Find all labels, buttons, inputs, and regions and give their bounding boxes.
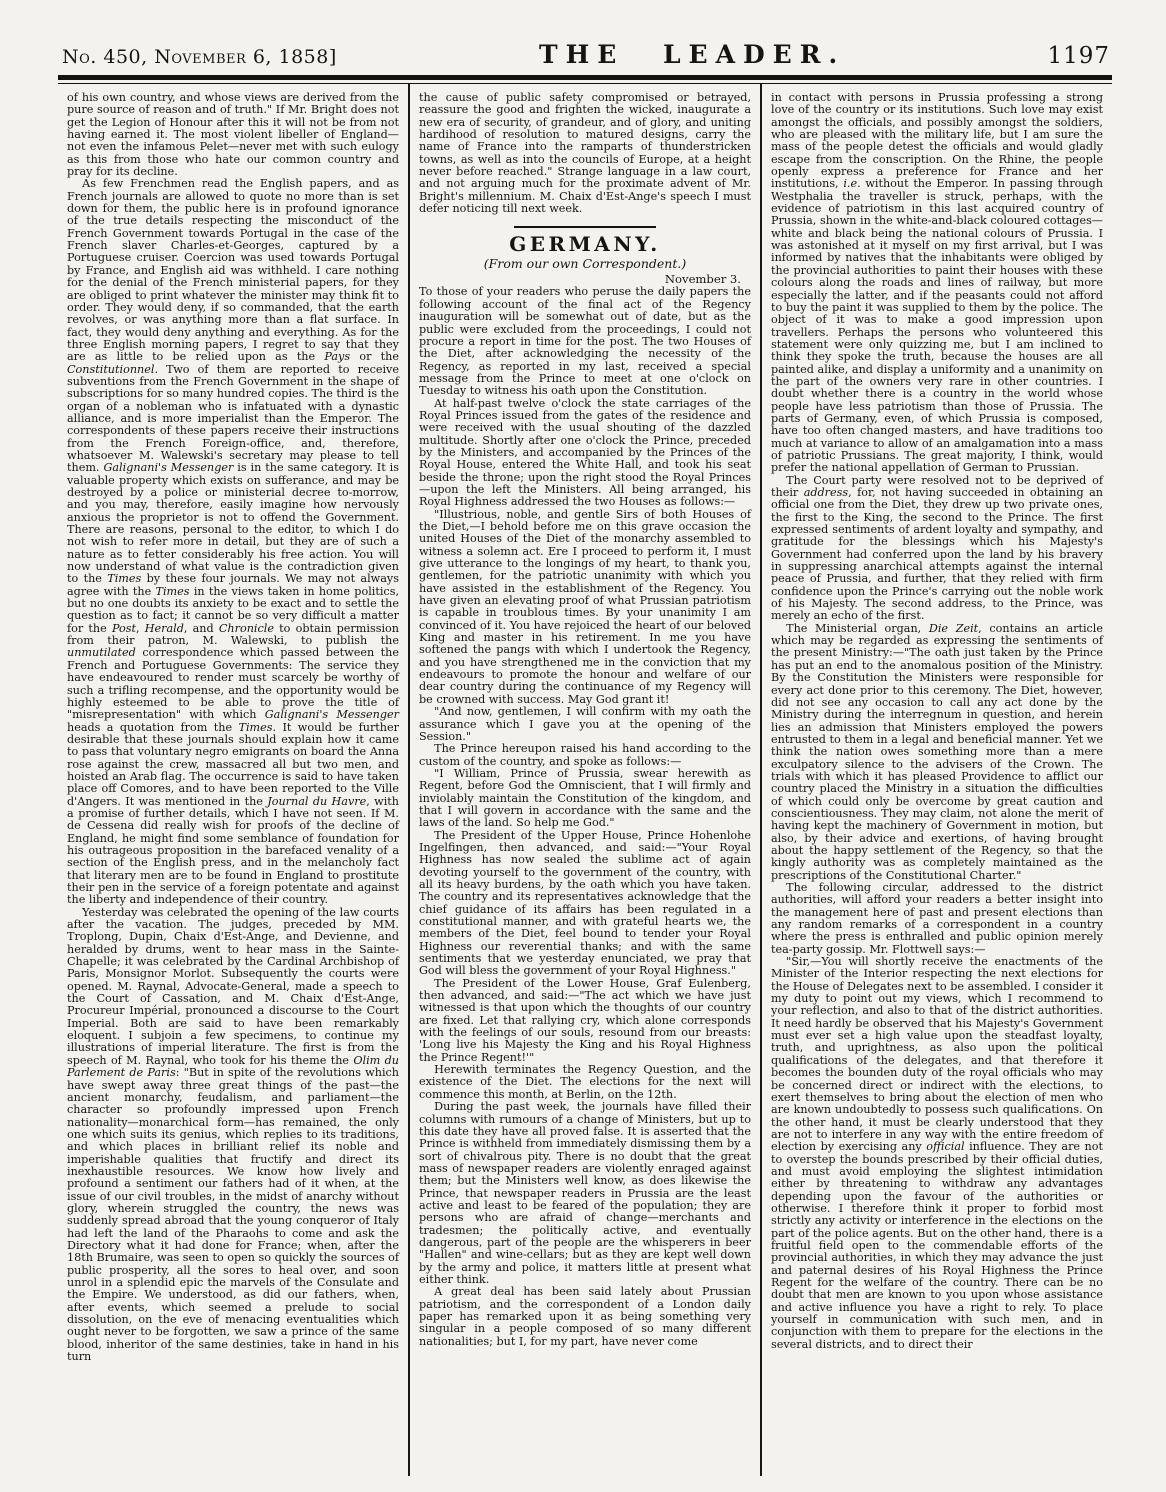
column-2: [408, 84, 760, 1476]
paragraph: As few Frenchmen read the English papers, and as French journals are allowed to quote no more than is set down for them, the public here is in profound ignorance of the true details respecting the misconduct of the French Government towards Portugal in the case of the French slaver Charles-et-Georges, captured by a Portuguese cruiser. Coercion was used towards Portugal by France, and English aid was withheld. I care nothing for the denial of the French ministerial papers, for they are obliged to print whatever the minister may think fit to order. They would deny, if so commanded, that the earth revolves, or was anything more than a flat surface. In fact, they would deny anything and everything. As for the three English morning papers, I regret to say that they are as little to be relied upon as the Pays or the Constitutionnel. Two of them are reported to receive subventions from the French Government in the shape of subscriptions for so many hundred copies. The third is the organ of a nobleman who is infatuated with a dynastic alliance, and is more imperialist than the Emperor. The correspondents of these papers receive their instructions from the French Foreign-office, and, therefore, whatsoever M. Walewski's secretary may please to tell them. Galignani's Messenger is in the same category. It is valuable property which exists on sufferance, and may be destroyed by a police or ministerial decree to-morrow, and you may, therefore, easily imagine how nervously anxious the proprietor is not to offend the Government. There are reasons, personal to the editor, to which I do not wish to refer more in detail, but they are of such a nature as to fetter considerably his free action. You will now understand of what value is the contradiction given to the Times by these four journals. We may not always agree with the Times in the views taken in home politics, but no one doubts its anxiety to be exact and to settle the question as to fact; it cannot be so very difficult a matter for the Post, Herald, and Chronicle to obtain permission from their patron, M. Walewski, to publish the unmutilated correspondence which passed between the French and Portuguese Governments: The service they have endeavoured to render must scarcely be worthy of such a trifling recompense, and the opportunity would be highly esteemed to be able to prove the title of "misrepresentation" with which Galignani's Messenger heads a quotation from the Times. It would be further desirable that these journals should explain how it came to pass that voluntary negro emigrants on board the Anna rose against the crew, massacred all but two men, and hoisted an Arab flag. The occurrence is said to have taken place off Comores, and to have been reported to the Ville d'Angers. It was mentioned in the Journal du Havre, with a promise of further details, which I have not seen. If M. de Cessena did really wish for proofs of the decline of England, he might find some semblance of foundation for his outrageous proposition in the barefaced venality of a section of the English press, and in the melancholy fact that literary men are to be found in England to prostitute their pen in the service of a foreign potentate and against the liberty and independence of their country.: [67, 177, 400, 907]
paragraph: The Court party were resolved not to be deprived of their address, for, not having succeeded in obtaining an official one from the Diet, they drew up two private ones, the first to the King, the second to the Prince. The first expressed sentiments of ardent loyalty and sympathy, and gratitude for the blessings which his Majesty's Government had conferred upon the land by his bravery in suppressing anarchical attempts against the internal peace of Prussia, and further, that they relied with firm confidence upon the Prince's carrying out the noble work of his Majesty. The second address, to the Prince, was merely an echo of the first.: [771, 473, 1103, 623]
paragraph: The following circular, addressed to the district authorities, will afford your readers a better insight into the management here of past and present elections than any random remarks of a correspondent in a country where the press is enthralled and public opinion merely tea-party gossip. Mr. Flottwell says:—: [771, 881, 1103, 956]
header-rule: [58, 75, 1112, 84]
paragraph: "Illustrious, noble, and gentle Sirs of both Houses of the Diet,—I behold before me on this grave occasion the united Houses of the Diet of the monarchy assembled to witness a solemn act. Ere I proceed to perform it, I must give utterance to the longings of my heart, to thank you, gentlemen, for the patriotic unanimity with which you have assisted in the establishment of the Regency. You have given an elevating proof of what Prussian patriotism is capable in troublous times. By your unanimity I am convinced of it. You have rejoiced the heart of our beloved King and master in his retirement. In me you have softened the pangs with which I undertook the Regency, and you have strengthened me in the conviction that my endeavours to promote the honour and welfare of our dear country during the continuance of my Regency will be crowned with success. May God grant it!: [419, 507, 751, 706]
paragraph: During the past week, the journals have filled their columns with rumours of a change of Ministers, but up to this date they have all proved false. It is asserted that the Prince is withheld from immediately dismissing them by a sort of chivalrous pity. There is no doubt that the great mass of newspaper readers are violently enraged against them; but the Ministers well know, as does likewise the Prince, that newspaper readers in Prussia are the least active and least to be feared of the population; they are persons who are afraid of change—merchants and tradesmen; the politically active, and eventually dangerous, part of the people are the whisperers in beer "Hallen" and wine-cellars; but as they are kept well down by the army and police, it matters little at present what either think.: [419, 1100, 751, 1286]
section-heading: GERMANY.: [509, 232, 661, 257]
masthead-title: THE LEADER.: [538, 40, 846, 69]
column-3: [760, 84, 1112, 1476]
paragraph: At half-past twelve o'clock the state carriages of the Royal Princes issued from the gates of the residence and were received with the usual shouting of the dazzled multitude. Shortly after one o'clock the Prince, preceded by the Ministers, and accompanied by the Princes of the Royal House, entered the White Hall, and took his seat beside the throne; upon the right stood the Royal Princes—upon the left the Ministers. All being arranged, his Royal Highness addressed the two Houses as follows:—: [419, 396, 751, 509]
paragraph: A great deal has been said lately about Prussian patriotism, and the correspondent of a London daily paper has remarked upon it as being something very singular in a people composed of so many different nationalities; but I, for my part, have never come: [419, 1285, 751, 1348]
paragraph: The Ministerial organ, Die Zeit, contains an article which may be regarded as expressing the sentiments of the present Ministry:—"The oath just taken by the Prince has put an end to the anomalous position of the Ministry. By the Constitution the Ministers were responsible for every act done prior to this ceremony. The Diet, however, did not see any occasion to call any act done by the Ministry during the interregnum in question, and herein lies an admission that Ministers employed the powers entrusted to them in a legal and beneficial manner. Yet we think the nation owes something more than a mere exculpatory silence to the advisers of the Crown. The trials with which it has pleased Providence to afflict our country placed the Ministry in a situation the difficulties of which could only be overcome by great caution and conscientiousness. They may claim, not alone the merit of having kept the machinery of Government in motion, but also, by their advice and exertions, of having brought about the happy settlement of the Regency, so that the kingly authority was as completely maintained as the prescriptions of the Constitutional Charter.": [771, 621, 1103, 882]
paragraph: in contact with persons in Prussia professing a strong love of the country or its institutions. Such love may exist amongst the officials, and possibly amongst the soldiers, who are pleased with the military life, but I am sure the mass of the people detest the officials and would gladly escape from the conscription. On the Rhine, the people openly express a preference for France and her institutions, i.e. without the Emperor. In passing through Westphalia the traveller is struck, perhaps, with the evidence of patriotism in this last acquired country of Prussia, shown in the white-and-black coloured cottages—white and black being the national colours of Prussia. I was astonished at it myself on my first arrival, but I was informed by natives that the inhabitants were obliged by the provincial authorities to paint their houses with these colours along the roads and lines of railway, but more especially the latter, and if the peasants could not afford to buy the paint it was supplied to them by the police. The object of it was to make a good impression upon travellers. Perhaps the persons who volunteered this statement were only quizzing me, but I am inclined to think they spoke the truth, because the houses are all painted alike, and display a uniformity and a unanimity on the part of the owners very rare in other countries. I doubt whether there is a country in the world whose people have less patriotism than those of Prussia. The parts of Germany, even, of which Prussia is composed, have too often changed masters, and have traditions too much at variance to allow of an amalgamation into a mass of patriotic Prussians. The great majority, I think, would prefer the national appellation of German to Prussian.: [771, 91, 1103, 475]
dateline: November 3.: [664, 272, 741, 287]
page-header: [0, 0, 1166, 75]
byline: (From our own Correspondent.): [483, 255, 687, 271]
issue-number: No. 450, November 6, 1858]: [62, 46, 337, 68]
section-divider: [514, 226, 656, 228]
page-number: 1197: [1047, 43, 1110, 69]
paragraph: "And now, gentlemen, I will confirm with my oath the assurance which I gave you at the opening of the Session.": [419, 705, 751, 743]
paragraph: The Prince hereupon raised his hand according to the custom of the country, and spoke as follows:—: [419, 742, 751, 768]
paragraph: Herewith terminates the Regency Question, and the existence of the Diet. The elections for the next will commence this month, at Berlin, on the 12th.: [419, 1063, 751, 1101]
article-columns: [58, 84, 1112, 1476]
paragraph: To those of your readers who peruse the daily papers the following account of the final act of the Regency inauguration will be somewhat out of date, but as the public were excluded from the proceedings, I could not procure a report in time for the post. The two Houses of the Diet, after acknowledging the necessity of the Regency, as reported in my last, received a special message from the Prince to meet at one o'clock on Tuesday to witness his oath upon the Constitution.: [419, 285, 751, 398]
paragraph: of his own country, and whose views are derived from the pure source of reason and of truth." If Mr. Bright does not get the Legion of Honour after this it will not be from not having earned it. The most violent libeller of England—not even the infamous Pelet—never met with such eulogy as this from those who hate our common country and pray for its decline.: [67, 91, 399, 179]
paragraph: "Sir,—You will shortly receive the enactments of the Minister of the Interior respecting the next elections for the House of Delegates next to be assembled. I consider it my duty to point out my views, which I recommend to your reflection, and also to that of the district authorities. It need hardly be observed that his Majesty's Government must ever set a high value upon the steadfast loyalty, truth, and uprightness, as also upon the political qualifications of the delegates, and that therefore it becomes the bounden duty of the royal officials who may be concerned direct or indirect with the elections, to exert themselves to bring about the election of men who are known undoubtedly to possess such qualifications. On the other hand, it must be clearly understood that they are not to interfere in any way with the entire freedom of election by exercising any official influence. They are not to overstep the bounds prescribed by their official duties, and must avoid employing the slightest intimidation either by threatening to withdraw any advantages depending upon the favour of the authorities or otherwise. I therefore think it proper to forbid most strictly any activity or interference in the elections on the part of the police agents. But on the other hand, there is a fruitful field open to the commendable efforts of the provincial authorities, in which they may advance the just and paternal desires of his Royal Highness the Prince Regent for the welfare of the country. There can be no doubt that men are known to you upon whose assistance and active influence you have a right to rely. To place yourself in communication with such men, and in conjunction with them to prepare for the elections in the several districts, and to direct their: [771, 955, 1103, 1351]
paragraph: the cause of public safety compromised or betrayed, reassure the good and frighten the wicked, inaugurate a new era of security, of grandeur, and of glory, and uniting hardihood of resolution to matured designs, carry the name of France into the ramparts of thunderstricken towns, as well as into the councils of Europe, at a height never before reached." Strange language in a law court, and not arguing much for the proximate advent of Mr. Bright's millennium. M. Chaix d'Est-Ange's speech I must defer noticing till next week.: [419, 91, 751, 216]
column-1: [58, 84, 408, 1476]
paragraph: Yesterday was celebrated the opening of the law courts after the vacation. The judges, preceded by MM. Troplong, Dupin, Chaix d'Est-Ange, and Devienne, and heralded by drums, went to hear mass in the Sainte-Chapelle; it was celebrated by the Cardinal Archbishop of Paris, Monsignor Morlot. Subsequently the courts were opened. M. Raynal, Advocate-General, made a speech to the Court of Cassation, and M. Chaix d'Est-Ange, Procureur Impérial, pronounced a discourse to the Court Imperial. Both are said to have been remarkably eloquent. I subjoin a few specimens, to continue my illustrations of imperial literature. The first is from the speech of M. Raynal, who took for his theme the Olim du Parlement de Paris: "But in spite of the revolutions which have swept away three great things of the past—the ancient monarchy, feudalism, and parliament—the character so profoundly impressed upon French nationality—monarchical form—has remained, the only one which suits its genius, which replies to its traditions, and which places in brilliant relief its noble and imperishable qualities that fructify and direct its inexhaustible resources. We know how lively and profound a sentiment our fathers had of it when, at the issue of our civil troubles, in the midst of anarchy without glory, wherein struggled the country, the news was suddenly spread abroad that the young conqueror of Italy had left the land of the Pharaohs to come and ask the Directory what it had done for France; when, after the 18th Brumaire, was seen to open so quickly the sources of public prosperity, all the sores to heal over, and soon unrol in a splendid epic the marvels of the Consulate and the Empire. We understood, as did our fathers, when, after events, which seemed a prelude to social dissolution, on the eve of menacing eventualities which ought never to be forgotten, we saw a prince of the same blood, inheritor of the same destinies, take in hand in his turn: [67, 905, 400, 1364]
paragraph: "I William, Prince of Prussia, swear herewith as Regent, before God the Omniscient, that I will firmly and inviolably maintain the Constitution of the kingdom, and that I will govern in accordance with the same and the laws of the land. So help me God.": [419, 766, 751, 830]
paragraph: The President of the Lower House, Graf Eulenberg, then advanced, and said:—"The act which we have just witnessed is that upon which the thoughts of our country are fixed. Let that rallying cry, which alone corresponds with the feelings of our souls, resound from our breasts: 'Long live his Majesty the King and his Royal Highness the Prince Regent!'": [419, 976, 751, 1064]
paragraph: The President of the Upper House, Prince Hohenlohe Ingelfingen, then advanced, and said:—"Your Royal Highness has now sealed the sublime act of again devoting yourself to the government of the country, with all its heavy burdens, by the oath which you have taken. The country and its representatives acknowledge that the chief guidance of its affairs has been regulated in a constitutional manner, and with grateful hearts we, the members of the Diet, feel bound to tender your Royal Highness our reverential thanks; and with the same sentiments that we yesterday enunciated, we pray that God will bless the government of your Royal Highness.": [419, 828, 751, 978]
